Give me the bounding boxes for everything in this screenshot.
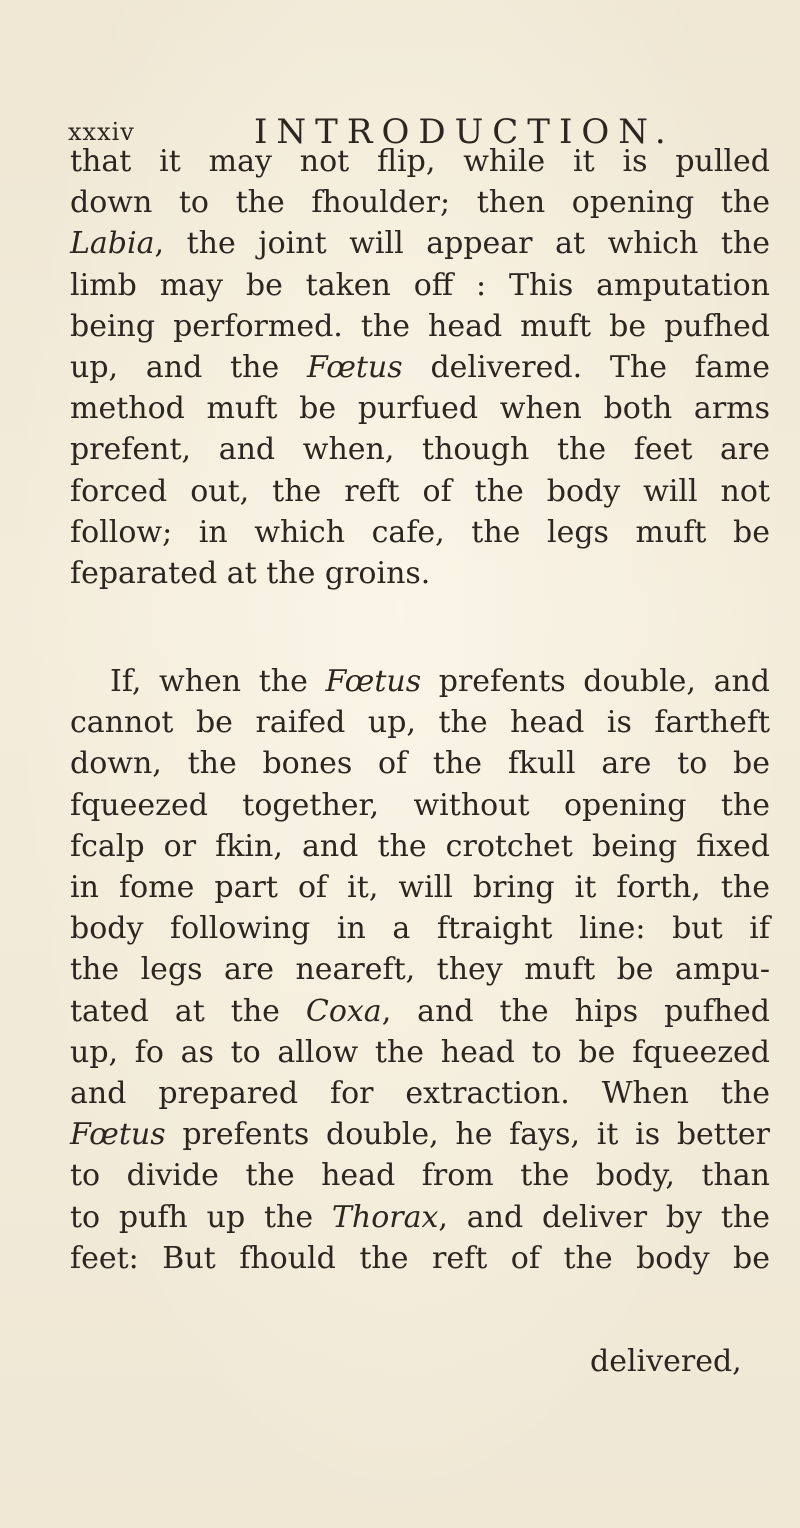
text-line: [70, 1115, 770, 1155]
text-line: [70, 1074, 770, 1114]
text-line: [70, 389, 770, 429]
text-span: forced out, the reft of the body will not: [70, 473, 770, 509]
italic-term: Labia: [70, 226, 155, 262]
italic-term: Coxa: [305, 993, 382, 1029]
text-span: prefents double, he fays, it is better: [165, 1117, 770, 1153]
text-line: [70, 1239, 770, 1279]
text-span: feparated at the groins.: [70, 556, 431, 591]
text-span: delivered. The fame: [402, 350, 770, 385]
text-line: [70, 827, 770, 867]
text-span: up, fo as to allow the head to be fqueezed: [70, 1034, 770, 1070]
text-span: and prepared for extraction. When the: [70, 1076, 770, 1111]
text-span: limb may be taken off : This amputation: [70, 267, 770, 303]
text-span: fcalp or fkin, and the crotchet being fixed: [70, 828, 770, 864]
text-line: [70, 554, 770, 594]
text-line: [70, 992, 770, 1032]
text-span: tated at the: [70, 993, 306, 1029]
text-line: [70, 183, 770, 223]
text-span: , and deliver by the: [438, 1199, 770, 1235]
text-line: [70, 1033, 770, 1073]
catchword: delivered,: [590, 1344, 742, 1379]
text-line: [70, 224, 770, 264]
text-line: [70, 703, 770, 743]
text-line: [70, 142, 770, 182]
text-span: cannot be raifed up, the head is fartheft: [70, 705, 770, 741]
text-span: feet: But fhould the reft of the body be: [70, 1240, 770, 1276]
text-line: [70, 348, 770, 388]
text-span: fqueezed together, without opening the: [70, 787, 770, 823]
italic-term: Fœtus: [307, 350, 403, 385]
running-head: INTRODUCTION.: [254, 112, 675, 152]
text-span: that it may not flip, while it is pulled: [70, 144, 770, 179]
text-span: body following in a ftraight line: but if: [70, 911, 770, 947]
text-span: in fome part of it, will bring it forth, the: [70, 870, 770, 905]
text-span: down, the bones of the fkull are to be: [70, 746, 770, 782]
text-span: , the joint will appear at which the: [154, 226, 770, 262]
text-span: , and the hips pufhed: [381, 993, 770, 1029]
text-line: [70, 744, 770, 784]
text-line: [70, 909, 770, 949]
text-line: [70, 1198, 770, 1238]
text-span: follow; in which cafe, the legs muft be: [70, 514, 770, 550]
text-span: to pufh up the: [70, 1199, 332, 1235]
text-line: [70, 430, 770, 470]
text-span: prefent, and when, though the feet are: [70, 432, 770, 468]
text-line: [70, 307, 770, 347]
text-span: If, when the: [110, 664, 326, 699]
text-span: to divide the head from the body, than: [70, 1158, 770, 1194]
text-span: being performed. the head muft be pufhed: [70, 308, 770, 344]
text-line: [70, 1156, 770, 1196]
text-span: method muft be purfued when both arms: [70, 391, 770, 427]
text-span: down to the fhoulder; then opening the: [70, 185, 770, 221]
italic-term: Thorax: [331, 1199, 439, 1235]
page-number: xxxiv: [68, 118, 135, 146]
text-line: [70, 786, 770, 826]
text-span: up, and the: [70, 350, 308, 385]
italic-term: Fœtus: [325, 664, 422, 699]
text-line: [70, 266, 770, 306]
text-line: [70, 868, 770, 908]
text-line: [110, 662, 770, 702]
text-line: [70, 513, 770, 553]
text-span: prefents double, and: [421, 664, 770, 699]
text-line: [70, 950, 770, 990]
text-span: the legs are neareft, they muft be ampu-: [70, 952, 770, 988]
italic-term: Fœtus: [70, 1117, 166, 1153]
text-line: [70, 472, 770, 512]
